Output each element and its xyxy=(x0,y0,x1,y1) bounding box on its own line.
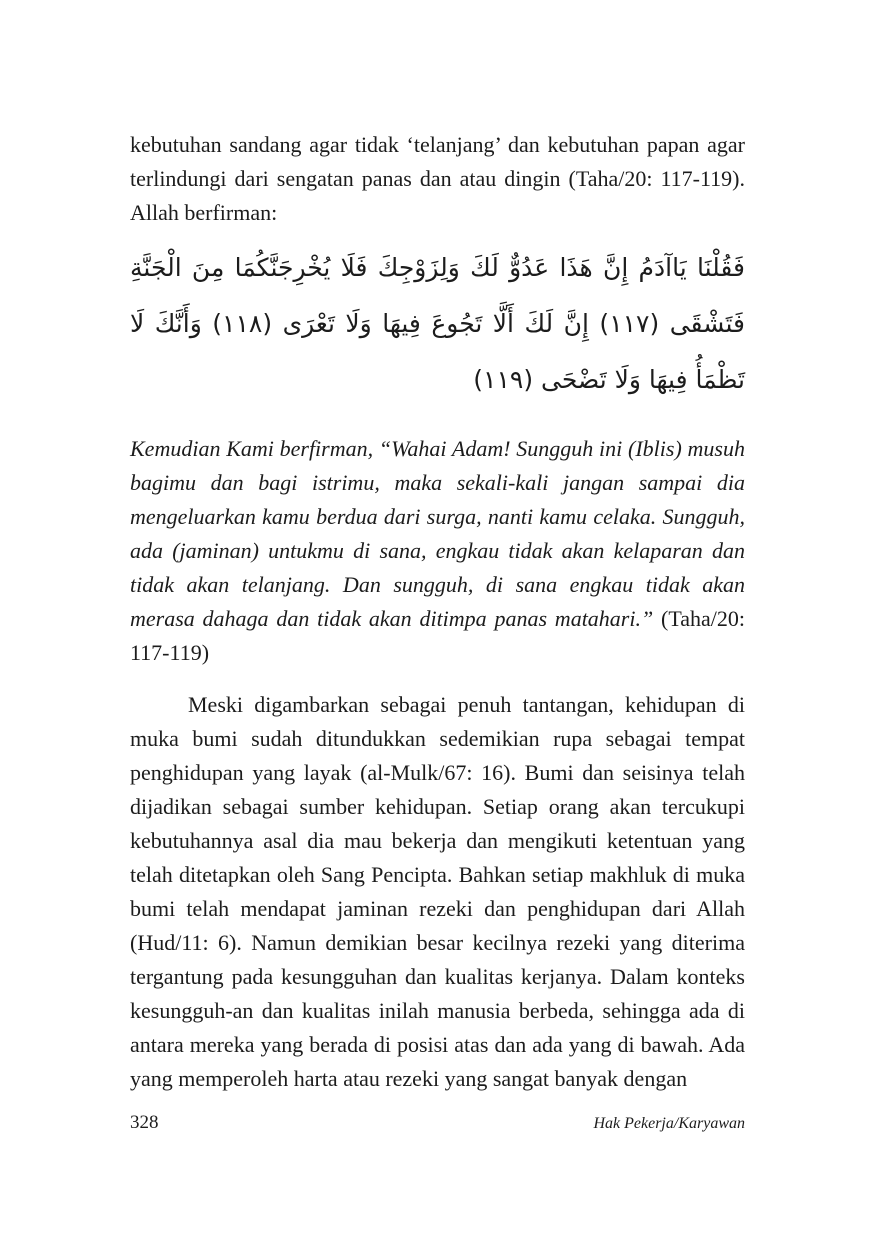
intro-paragraph: kebutuhan sandang agar tidak ‘telanjang’ dan kebutuhan papan agar terlindungi dari sengatan panas dan atau dingin (Taha/20: 117-119). Allah berfirman: xyxy=(130,132,745,225)
page-number: 328 xyxy=(130,1112,159,1133)
page-content xyxy=(130,128,745,1096)
translation-italic-text: Kemudian Kami berfirman, “Wahai Adam! Sungguh ini (Iblis) musuh bagimu dan bagi istrimu, maka sekali-kali jangan sampai dia mengeluarkan kamu berdua dari surga, nanti kamu celaka. Sungguh, ada (jaminan) untukmu di sana, engkau tidak akan kelaparan dan tidak akan telanjang. Dan sungguh, di sana engkau tidak akan merasa dahaga dan tidak akan ditimpa panas matahari.” xyxy=(130,436,745,631)
arabic-verse: فَقُلْنَا يَاآدَمُ إِنَّ هَذَا عَدُوٌّ لَكَ وَلِزَوْجِكَ فَلَا يُخْرِجَنَّكُمَا مِنَ الْجَنَّةِ فَتَشْقَى (١١٧) إِنَّ لَكَ أَلَّا تَجُوعَ فِيهَا وَلَا تَعْرَى (١١٨) وَأَنَّكَ لَا تَظْمَأُ فِيهَا وَلَا تَضْحَى (١١٩) xyxy=(130,253,746,394)
running-title: Hak Pekerja/Karyawan xyxy=(593,1115,745,1132)
body-paragraph: Meski digambarkan sebagai penuh tantangan, kehidupan di muka bumi sudah ditundukkan sedemikian rupa sebagai tempat penghidupan yang layak (al-Mulk/67: 16). Bumi dan seisinya telah dijadikan sebagai sumber kehidupan. Setiap orang akan tercukupi kebutuhannya asal dia mau bekerja dan mengikuti ketentuan yang telah ditetapkan oleh Sang Pencipta. Bahkan setiap makhluk di muka bumi telah mendapat jaminan rezeki dan penghidupan dari Allah (Hud/11: 6). Namun demikian besar kecilnya rezeki yang diterima tergantung pada kesungguhan dan kualitas kerjanya. Dalam konteks kesungguh-an dan kualitas inilah manusia berbeda, sehingga ada di antara mereka yang berada di posisi atas dan ada yang di bawah. Ada yang memperoleh harta atau rezeki yang sangat banyak dengan xyxy=(130,692,745,1091)
page-footer xyxy=(130,1112,745,1134)
translation-citation: (Taha/20: 117-119) xyxy=(130,606,746,665)
verse-translation xyxy=(130,432,745,670)
